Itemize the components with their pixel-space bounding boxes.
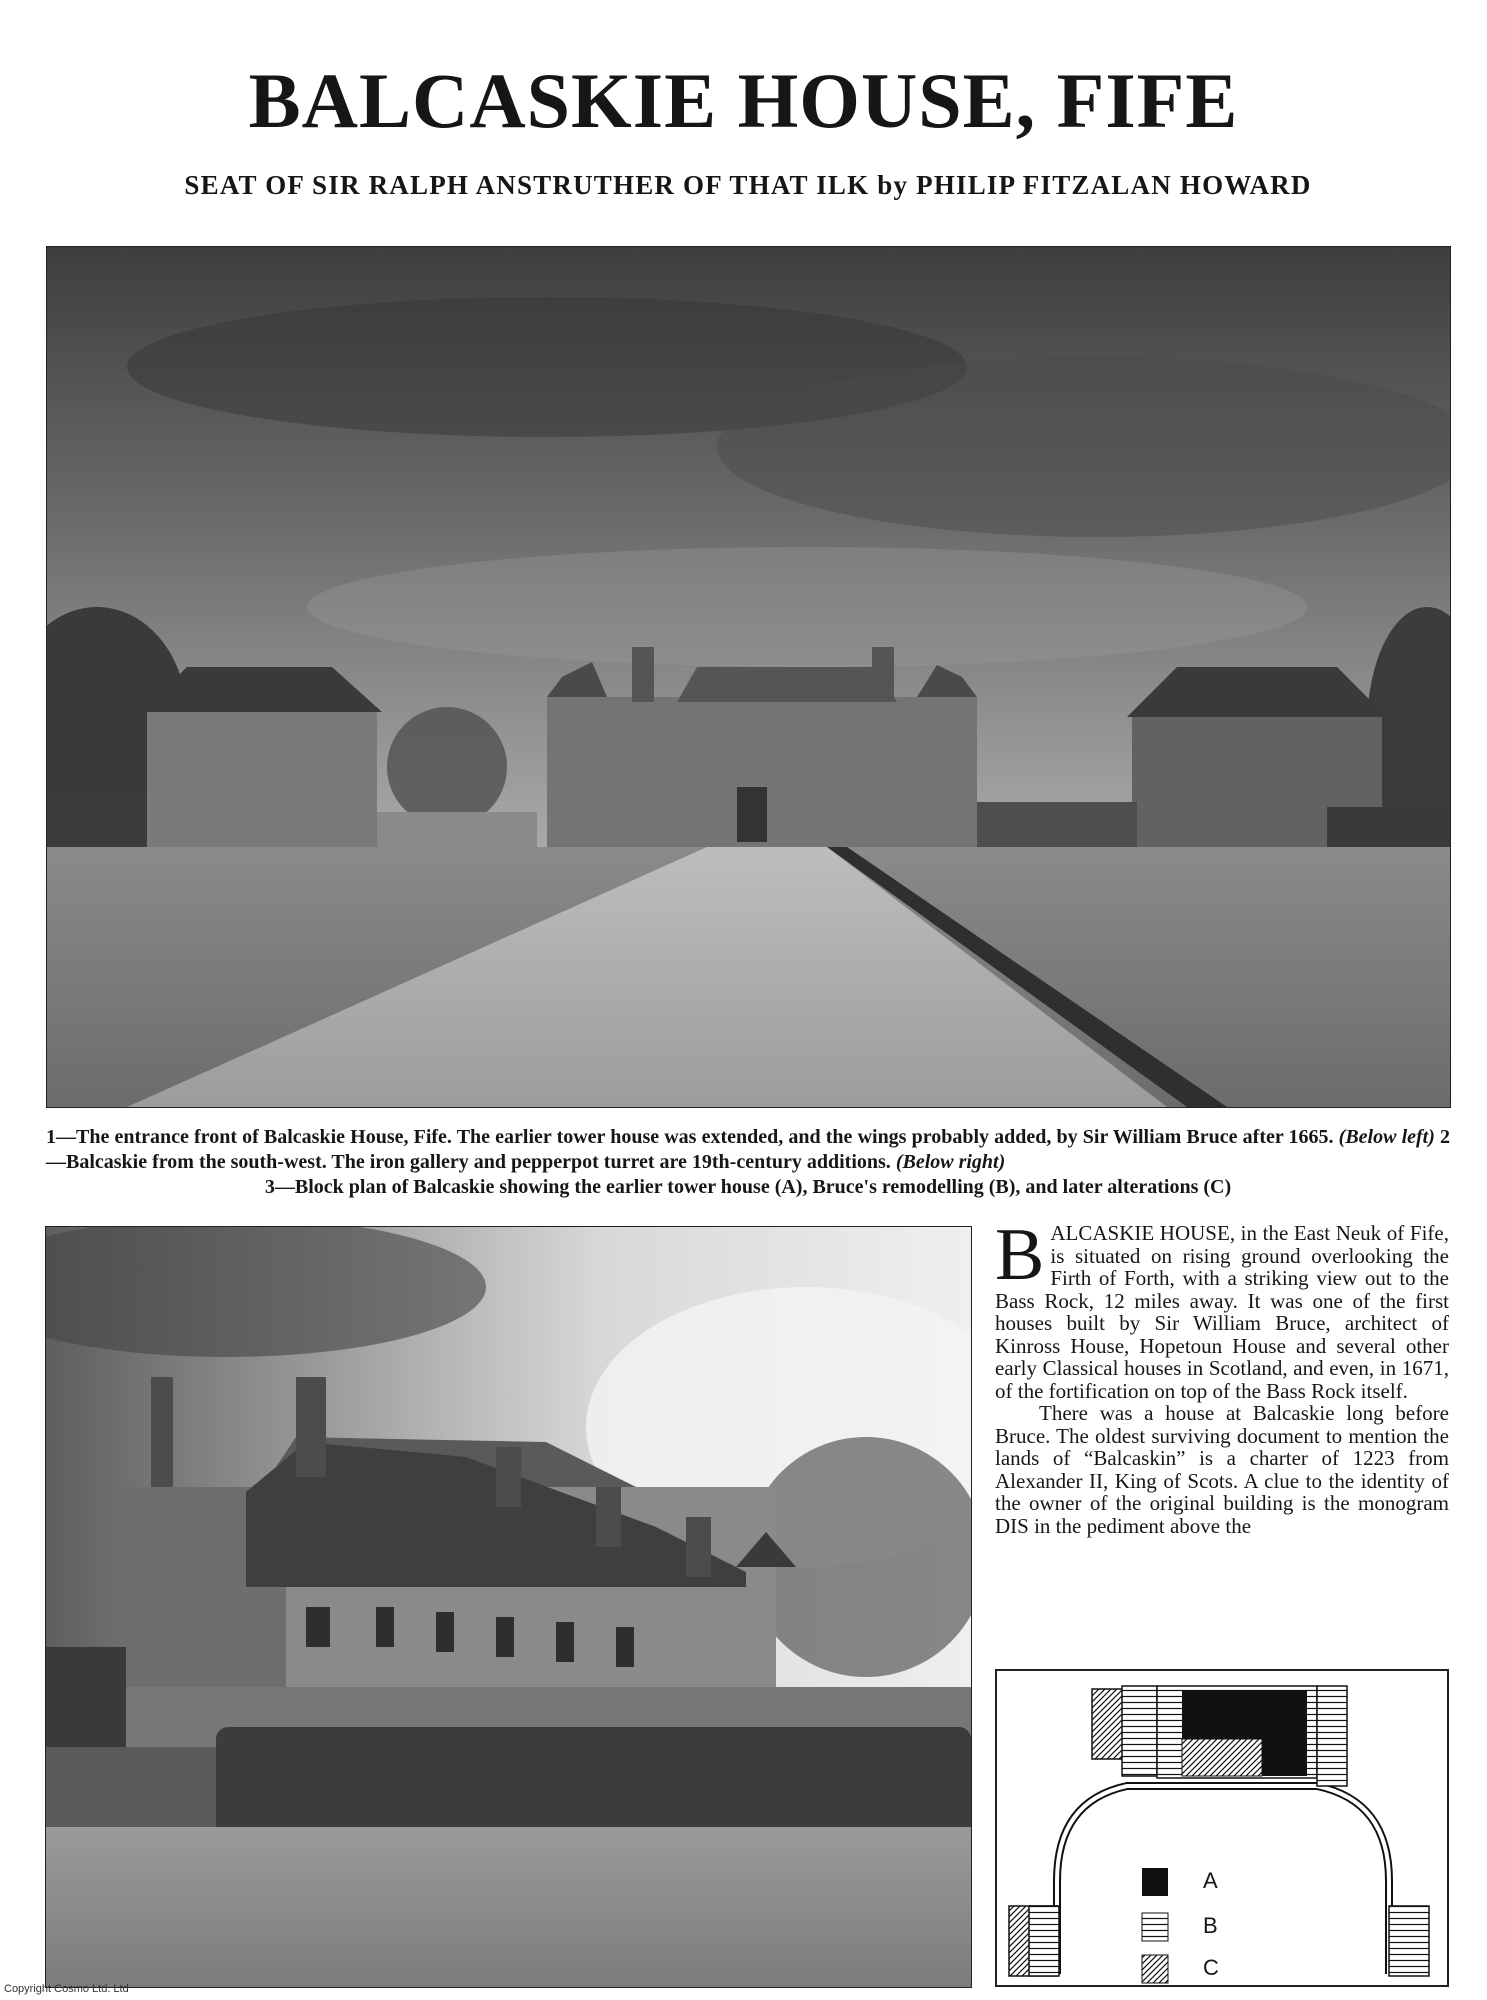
article-title: BALCASKIE HOUSE, FIFE: [248, 57, 1239, 144]
legend-label-c: C: [1203, 1955, 1219, 1980]
legend-swatch-a: [1142, 1868, 1168, 1896]
photo-entrance-front: [46, 246, 1451, 1108]
legend-label-b: B: [1203, 1913, 1218, 1938]
article-subtitle: SEAT OF SIR RALPH ANSTRUTHER OF THAT ILK by PHILIP FITZALAN HOWARD: [184, 170, 1312, 200]
caption-line-1: 1—The entrance front of Balcaskie House, Fife. The earlier tower house was extended, and the wings probably added, by Sir William Bruce after 1665. (Below left) 2—Balcaskie from the south-west. The iron gallery and pepperpot turret are 19th-century additions. (Below right): [46, 1126, 1451, 1173]
body-paragraph-1: BALCASKIE HOUSE, in the East Neuk of Fife, is situated on rising ground overlooking the Firth of Forth, with a striking view out to the Bass Rock, 12 miles away. It was one of the first houses built by Sir William Bruce, architect of Kinross House, Hopetoun House and several other early Classical houses in Scotland, and even, in 1671, of the fortification on top of the Bass Rock itself.: [995, 1214, 1449, 1403]
legend-label-a: A: [1203, 1868, 1218, 1893]
block-plan-figure: [995, 1669, 1449, 1987]
legend-swatch-c: [1142, 1955, 1168, 1983]
block-plan-drawing: [997, 1671, 1447, 1985]
drop-cap: B: [995, 1214, 1045, 1296]
legend-swatch-b: [1142, 1913, 1168, 1941]
copyright-notice: Copyright Cosmo Ltd. Ltd: [4, 1983, 129, 1995]
photo-south-west: [45, 1226, 972, 1988]
body-paragraph-2: There was a house at Balcaskie long before Bruce. The oldest surviving document to mention the lands of “Balcaskin” is a charter of 1223 from Alexander II, King of Scots. A clue to the identity of the owner of the original building is the monogram DIS in the pediment above the: [995, 1401, 1449, 1538]
article-body: [995, 1214, 1449, 1538]
figure-caption: [46, 1125, 1450, 1200]
caption-line-2: 3—Block plan of Balcaskie showing the earlier tower house (A), Bruce's remodelling (B), and later alterations (C): [264, 1176, 1232, 1198]
